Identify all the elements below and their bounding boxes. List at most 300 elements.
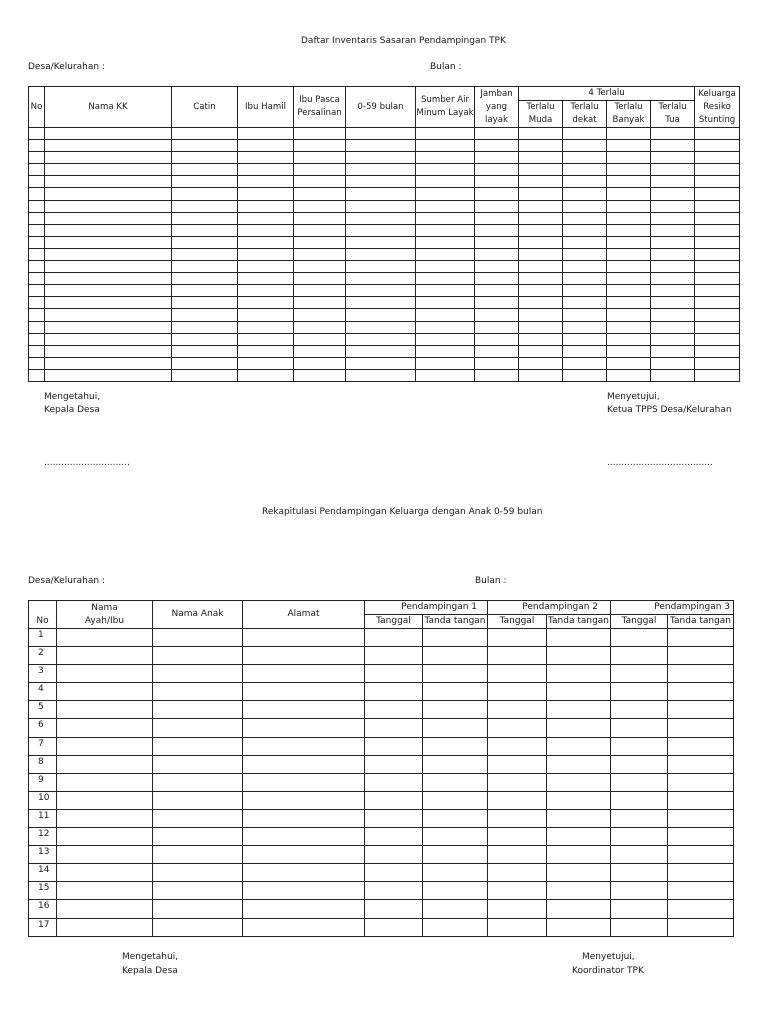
table-cell[interactable] xyxy=(243,701,365,719)
table-cell[interactable] xyxy=(294,309,346,321)
table-cell[interactable] xyxy=(172,297,238,309)
table-cell[interactable] xyxy=(668,773,734,791)
table-cell[interactable] xyxy=(346,200,416,212)
table-cell[interactable] xyxy=(153,737,243,755)
table-cell[interactable] xyxy=(475,297,519,309)
table-cell[interactable] xyxy=(475,188,519,200)
table-cell[interactable] xyxy=(519,309,563,321)
table-cell[interactable] xyxy=(607,140,651,152)
table-cell[interactable] xyxy=(29,188,45,200)
table-cell[interactable] xyxy=(547,828,611,846)
table-cell[interactable] xyxy=(668,737,734,755)
table-cell[interactable] xyxy=(153,864,243,882)
table-cell[interactable] xyxy=(45,188,172,200)
table-cell[interactable] xyxy=(695,140,740,152)
table-cell[interactable] xyxy=(547,665,611,683)
table-cell[interactable] xyxy=(668,828,734,846)
table-cell[interactable] xyxy=(29,369,45,381)
table-cell[interactable] xyxy=(547,683,611,701)
table-cell[interactable] xyxy=(488,629,547,647)
table-cell[interactable] xyxy=(172,236,238,248)
table-cell[interactable] xyxy=(668,918,734,936)
table-cell[interactable] xyxy=(153,719,243,737)
table-cell[interactable] xyxy=(294,224,346,236)
table-cell[interactable] xyxy=(45,297,172,309)
table-cell[interactable] xyxy=(294,369,346,381)
table-cell[interactable] xyxy=(547,918,611,936)
table-cell[interactable] xyxy=(611,773,668,791)
table-cell[interactable] xyxy=(29,309,45,321)
table-cell[interactable] xyxy=(651,164,695,176)
table-cell[interactable] xyxy=(238,140,294,152)
table-cell[interactable] xyxy=(563,128,607,140)
table-cell[interactable] xyxy=(651,285,695,297)
table-cell[interactable] xyxy=(57,828,153,846)
table-cell[interactable] xyxy=(651,309,695,321)
table-cell[interactable] xyxy=(423,737,488,755)
table-cell[interactable] xyxy=(475,236,519,248)
table-cell[interactable] xyxy=(243,846,365,864)
table-cell[interactable] xyxy=(153,791,243,809)
table-cell[interactable] xyxy=(45,248,172,260)
table-cell[interactable] xyxy=(243,900,365,918)
table-cell[interactable] xyxy=(475,285,519,297)
table-cell[interactable] xyxy=(695,236,740,248)
table-cell[interactable] xyxy=(365,683,423,701)
table-cell[interactable] xyxy=(29,200,45,212)
table-cell[interactable] xyxy=(423,755,488,773)
table-cell[interactable] xyxy=(519,285,563,297)
table-cell[interactable] xyxy=(294,128,346,140)
table-cell[interactable] xyxy=(57,900,153,918)
table-cell[interactable] xyxy=(153,755,243,773)
table-cell[interactable] xyxy=(563,321,607,333)
table-cell[interactable] xyxy=(695,188,740,200)
table-cell[interactable] xyxy=(365,755,423,773)
table-cell[interactable] xyxy=(243,882,365,900)
table-cell[interactable] xyxy=(519,200,563,212)
table-cell[interactable] xyxy=(488,737,547,755)
table-cell[interactable] xyxy=(294,333,346,345)
table-cell[interactable] xyxy=(695,261,740,273)
table-cell[interactable] xyxy=(45,176,172,188)
table-cell[interactable] xyxy=(611,828,668,846)
table-cell[interactable] xyxy=(611,918,668,936)
table-cell[interactable] xyxy=(668,864,734,882)
table-cell[interactable] xyxy=(294,212,346,224)
table-cell[interactable] xyxy=(238,333,294,345)
table-cell[interactable] xyxy=(346,285,416,297)
table-cell[interactable] xyxy=(238,164,294,176)
table-cell[interactable] xyxy=(45,152,172,164)
table-cell[interactable] xyxy=(153,882,243,900)
table-cell[interactable] xyxy=(488,665,547,683)
table-cell[interactable] xyxy=(29,224,45,236)
table-cell[interactable] xyxy=(346,345,416,357)
table-cell[interactable] xyxy=(563,369,607,381)
table-cell[interactable] xyxy=(346,176,416,188)
table-cell[interactable] xyxy=(611,900,668,918)
table-cell[interactable] xyxy=(365,828,423,846)
table-cell[interactable] xyxy=(563,224,607,236)
table-cell[interactable] xyxy=(651,321,695,333)
table-cell[interactable] xyxy=(475,369,519,381)
table-cell[interactable] xyxy=(563,261,607,273)
table-cell[interactable] xyxy=(243,755,365,773)
table-cell[interactable] xyxy=(243,791,365,809)
table-cell[interactable] xyxy=(29,321,45,333)
table-cell[interactable] xyxy=(423,773,488,791)
table-cell[interactable] xyxy=(243,918,365,936)
table-cell[interactable] xyxy=(294,248,346,260)
table-cell[interactable] xyxy=(607,188,651,200)
table-cell[interactable] xyxy=(651,140,695,152)
table-cell[interactable] xyxy=(695,200,740,212)
table-cell[interactable] xyxy=(416,369,475,381)
table-cell[interactable] xyxy=(475,345,519,357)
table-cell[interactable] xyxy=(172,188,238,200)
table-cell[interactable] xyxy=(57,846,153,864)
table-cell[interactable] xyxy=(475,273,519,285)
table-cell[interactable] xyxy=(294,345,346,357)
table-cell[interactable] xyxy=(651,188,695,200)
table-cell[interactable] xyxy=(668,900,734,918)
table-cell[interactable] xyxy=(416,128,475,140)
table-cell[interactable] xyxy=(563,176,607,188)
table-cell[interactable] xyxy=(668,719,734,737)
table-cell[interactable] xyxy=(346,357,416,369)
table-cell[interactable] xyxy=(29,176,45,188)
table-cell[interactable] xyxy=(563,357,607,369)
table-cell[interactable] xyxy=(29,345,45,357)
table-cell[interactable] xyxy=(423,918,488,936)
table-cell[interactable] xyxy=(57,755,153,773)
table-cell[interactable] xyxy=(45,261,172,273)
table-cell[interactable] xyxy=(238,321,294,333)
table-cell[interactable] xyxy=(416,297,475,309)
table-cell[interactable] xyxy=(488,864,547,882)
table-cell[interactable] xyxy=(519,236,563,248)
table-cell[interactable] xyxy=(488,647,547,665)
table-cell[interactable] xyxy=(547,882,611,900)
table-cell[interactable] xyxy=(475,309,519,321)
table-cell[interactable] xyxy=(519,273,563,285)
table-cell[interactable] xyxy=(57,647,153,665)
table-cell[interactable] xyxy=(45,164,172,176)
table-cell[interactable] xyxy=(45,128,172,140)
table-cell[interactable] xyxy=(475,248,519,260)
table-cell[interactable] xyxy=(563,236,607,248)
table-cell[interactable] xyxy=(547,809,611,827)
table-cell[interactable] xyxy=(695,273,740,285)
table-cell[interactable] xyxy=(45,345,172,357)
table-cell[interactable] xyxy=(611,864,668,882)
table-cell[interactable] xyxy=(563,164,607,176)
table-cell[interactable] xyxy=(243,683,365,701)
table-cell[interactable] xyxy=(519,248,563,260)
table-cell[interactable] xyxy=(365,737,423,755)
table-cell[interactable] xyxy=(346,297,416,309)
table-cell[interactable] xyxy=(563,152,607,164)
table-cell[interactable] xyxy=(243,773,365,791)
table-cell[interactable] xyxy=(547,647,611,665)
table-cell[interactable] xyxy=(346,261,416,273)
table-cell[interactable] xyxy=(416,176,475,188)
table-cell[interactable] xyxy=(519,140,563,152)
table-cell[interactable] xyxy=(238,176,294,188)
table-cell[interactable] xyxy=(153,701,243,719)
table-cell[interactable] xyxy=(611,647,668,665)
table-cell[interactable] xyxy=(172,333,238,345)
table-cell[interactable] xyxy=(365,809,423,827)
table-cell[interactable] xyxy=(365,719,423,737)
table-cell[interactable] xyxy=(416,212,475,224)
table-cell[interactable] xyxy=(423,864,488,882)
table-cell[interactable] xyxy=(423,701,488,719)
table-cell[interactable] xyxy=(365,900,423,918)
table-cell[interactable] xyxy=(475,128,519,140)
table-cell[interactable] xyxy=(423,719,488,737)
table-cell[interactable] xyxy=(423,647,488,665)
table-cell[interactable] xyxy=(294,188,346,200)
table-cell[interactable] xyxy=(153,809,243,827)
table-cell[interactable] xyxy=(346,273,416,285)
table-cell[interactable] xyxy=(57,701,153,719)
table-cell[interactable] xyxy=(423,900,488,918)
table-cell[interactable] xyxy=(57,791,153,809)
table-cell[interactable] xyxy=(475,321,519,333)
table-cell[interactable] xyxy=(611,665,668,683)
table-cell[interactable] xyxy=(45,236,172,248)
table-cell[interactable] xyxy=(563,309,607,321)
table-cell[interactable] xyxy=(547,773,611,791)
table-cell[interactable] xyxy=(243,647,365,665)
table-cell[interactable] xyxy=(695,309,740,321)
table-cell[interactable] xyxy=(29,236,45,248)
table-cell[interactable] xyxy=(547,629,611,647)
table-cell[interactable] xyxy=(488,846,547,864)
table-cell[interactable] xyxy=(238,248,294,260)
table-cell[interactable] xyxy=(416,152,475,164)
table-cell[interactable] xyxy=(488,918,547,936)
table-cell[interactable] xyxy=(57,665,153,683)
table-cell[interactable] xyxy=(651,224,695,236)
table-cell[interactable] xyxy=(153,665,243,683)
table-cell[interactable] xyxy=(346,164,416,176)
table-cell[interactable] xyxy=(45,369,172,381)
table-cell[interactable] xyxy=(238,152,294,164)
table-cell[interactable] xyxy=(423,846,488,864)
table-cell[interactable] xyxy=(365,846,423,864)
table-cell[interactable] xyxy=(423,882,488,900)
table-cell[interactable] xyxy=(172,261,238,273)
table-cell[interactable] xyxy=(346,369,416,381)
table-cell[interactable] xyxy=(346,236,416,248)
table-cell[interactable] xyxy=(607,176,651,188)
table-cell[interactable] xyxy=(607,261,651,273)
table-cell[interactable] xyxy=(563,297,607,309)
table-cell[interactable] xyxy=(488,828,547,846)
table-cell[interactable] xyxy=(475,176,519,188)
table-cell[interactable] xyxy=(294,236,346,248)
table-cell[interactable] xyxy=(45,357,172,369)
table-cell[interactable] xyxy=(29,333,45,345)
table-cell[interactable] xyxy=(243,665,365,683)
table-cell[interactable] xyxy=(294,200,346,212)
table-cell[interactable] xyxy=(488,755,547,773)
table-cell[interactable] xyxy=(238,285,294,297)
table-cell[interactable] xyxy=(346,224,416,236)
table-cell[interactable] xyxy=(365,918,423,936)
table-cell[interactable] xyxy=(607,345,651,357)
table-cell[interactable] xyxy=(668,791,734,809)
table-cell[interactable] xyxy=(416,188,475,200)
table-cell[interactable] xyxy=(651,248,695,260)
table-cell[interactable] xyxy=(57,629,153,647)
table-cell[interactable] xyxy=(519,297,563,309)
table-cell[interactable] xyxy=(695,357,740,369)
table-cell[interactable] xyxy=(45,140,172,152)
table-cell[interactable] xyxy=(563,212,607,224)
table-cell[interactable] xyxy=(519,357,563,369)
table-cell[interactable] xyxy=(563,273,607,285)
table-cell[interactable] xyxy=(416,248,475,260)
table-cell[interactable] xyxy=(57,864,153,882)
table-cell[interactable] xyxy=(695,164,740,176)
table-cell[interactable] xyxy=(607,128,651,140)
table-cell[interactable] xyxy=(668,882,734,900)
table-cell[interactable] xyxy=(172,128,238,140)
table-cell[interactable] xyxy=(365,701,423,719)
table-cell[interactable] xyxy=(488,809,547,827)
table-cell[interactable] xyxy=(238,224,294,236)
table-cell[interactable] xyxy=(365,773,423,791)
table-cell[interactable] xyxy=(416,345,475,357)
table-cell[interactable] xyxy=(243,809,365,827)
table-cell[interactable] xyxy=(153,647,243,665)
table-cell[interactable] xyxy=(695,176,740,188)
table-cell[interactable] xyxy=(172,200,238,212)
table-cell[interactable] xyxy=(488,683,547,701)
table-cell[interactable] xyxy=(695,152,740,164)
table-cell[interactable] xyxy=(365,882,423,900)
table-cell[interactable] xyxy=(294,261,346,273)
table-cell[interactable] xyxy=(365,629,423,647)
table-cell[interactable] xyxy=(243,864,365,882)
table-cell[interactable] xyxy=(563,345,607,357)
table-cell[interactable] xyxy=(29,212,45,224)
table-cell[interactable] xyxy=(153,629,243,647)
table-cell[interactable] xyxy=(475,333,519,345)
table-cell[interactable] xyxy=(695,212,740,224)
table-cell[interactable] xyxy=(29,273,45,285)
table-cell[interactable] xyxy=(416,200,475,212)
table-cell[interactable] xyxy=(29,261,45,273)
table-cell[interactable] xyxy=(294,164,346,176)
table-cell[interactable] xyxy=(29,152,45,164)
table-cell[interactable] xyxy=(29,128,45,140)
table-cell[interactable] xyxy=(45,212,172,224)
table-cell[interactable] xyxy=(668,755,734,773)
table-cell[interactable] xyxy=(238,369,294,381)
table-cell[interactable] xyxy=(695,369,740,381)
table-cell[interactable] xyxy=(547,737,611,755)
table-cell[interactable] xyxy=(416,309,475,321)
table-cell[interactable] xyxy=(346,152,416,164)
table-cell[interactable] xyxy=(45,321,172,333)
table-cell[interactable] xyxy=(611,737,668,755)
table-cell[interactable] xyxy=(607,152,651,164)
table-cell[interactable] xyxy=(153,773,243,791)
table-cell[interactable] xyxy=(172,357,238,369)
table-cell[interactable] xyxy=(294,357,346,369)
table-cell[interactable] xyxy=(563,200,607,212)
table-cell[interactable] xyxy=(611,791,668,809)
table-cell[interactable] xyxy=(519,188,563,200)
table-cell[interactable] xyxy=(668,809,734,827)
table-cell[interactable] xyxy=(547,719,611,737)
table-cell[interactable] xyxy=(365,791,423,809)
table-cell[interactable] xyxy=(346,321,416,333)
table-cell[interactable] xyxy=(519,164,563,176)
table-cell[interactable] xyxy=(294,285,346,297)
table-cell[interactable] xyxy=(365,864,423,882)
table-cell[interactable] xyxy=(611,809,668,827)
table-cell[interactable] xyxy=(172,212,238,224)
table-cell[interactable] xyxy=(607,200,651,212)
table-cell[interactable] xyxy=(365,665,423,683)
table-cell[interactable] xyxy=(423,828,488,846)
table-cell[interactable] xyxy=(547,791,611,809)
table-cell[interactable] xyxy=(57,809,153,827)
table-cell[interactable] xyxy=(57,882,153,900)
table-cell[interactable] xyxy=(29,140,45,152)
table-cell[interactable] xyxy=(519,224,563,236)
table-cell[interactable] xyxy=(607,357,651,369)
table-cell[interactable] xyxy=(611,701,668,719)
table-cell[interactable] xyxy=(488,701,547,719)
table-cell[interactable] xyxy=(153,900,243,918)
table-cell[interactable] xyxy=(607,212,651,224)
table-cell[interactable] xyxy=(243,828,365,846)
table-cell[interactable] xyxy=(563,285,607,297)
table-cell[interactable] xyxy=(695,285,740,297)
table-cell[interactable] xyxy=(243,629,365,647)
table-cell[interactable] xyxy=(346,140,416,152)
table-cell[interactable] xyxy=(346,248,416,260)
table-cell[interactable] xyxy=(547,900,611,918)
table-cell[interactable] xyxy=(563,248,607,260)
table-cell[interactable] xyxy=(172,152,238,164)
table-cell[interactable] xyxy=(651,369,695,381)
table-cell[interactable] xyxy=(563,140,607,152)
table-cell[interactable] xyxy=(416,273,475,285)
table-cell[interactable] xyxy=(607,236,651,248)
table-cell[interactable] xyxy=(294,140,346,152)
table-cell[interactable] xyxy=(651,236,695,248)
table-cell[interactable] xyxy=(651,345,695,357)
table-cell[interactable] xyxy=(607,248,651,260)
table-cell[interactable] xyxy=(57,719,153,737)
table-cell[interactable] xyxy=(519,128,563,140)
table-cell[interactable] xyxy=(423,683,488,701)
table-cell[interactable] xyxy=(57,683,153,701)
table-cell[interactable] xyxy=(475,140,519,152)
table-cell[interactable] xyxy=(294,297,346,309)
table-cell[interactable] xyxy=(519,345,563,357)
table-cell[interactable] xyxy=(294,321,346,333)
table-cell[interactable] xyxy=(607,333,651,345)
